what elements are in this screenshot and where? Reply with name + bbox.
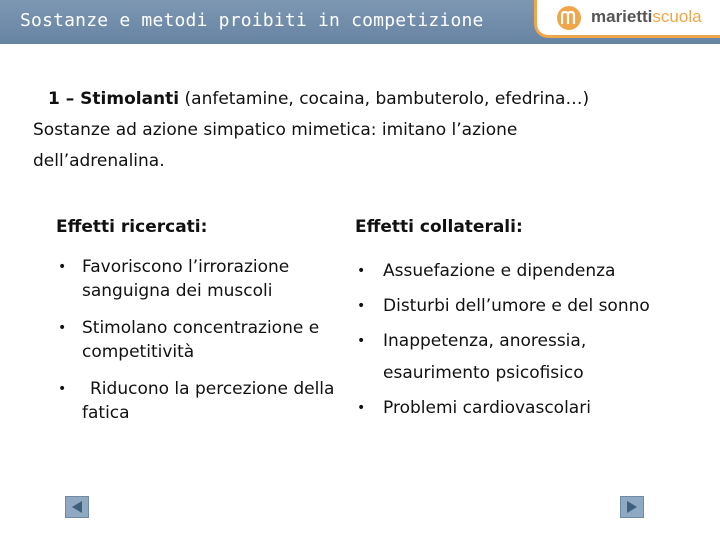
- triangle-left-icon: [70, 500, 84, 514]
- intro-heading-line: [33, 84, 703, 115]
- next-slide-button[interactable]: [620, 496, 644, 518]
- page-title: Sostanze e metodi proibiti in competizione: [20, 10, 484, 31]
- logo-text: [591, 7, 702, 27]
- desired-effects-column: [56, 217, 346, 438]
- list-item-text: Stimolano concentrazione e competitività: [82, 318, 320, 362]
- triangle-right-icon: [625, 500, 639, 514]
- intro-line-2: Sostanze ad azione simpatico mimetica: imitano l’azione: [33, 120, 518, 140]
- logo-text-right: scuola: [652, 7, 702, 26]
- list-item-text: Disturbi dell’umore e del sonno: [383, 296, 650, 316]
- list-item: [56, 316, 346, 364]
- list-item: [355, 325, 695, 389]
- list-item: [355, 255, 695, 287]
- side-effects-column: [355, 217, 695, 427]
- side-effects-title: Effetti collaterali:: [355, 217, 523, 237]
- list-item-text: Inappetenza, anoressia, esaurimento psicofisico: [383, 331, 587, 383]
- intro-line-3: dell’adrenalina.: [33, 151, 165, 171]
- list-item: [355, 392, 695, 424]
- list-item-text: Riducono la percezione della fatica: [82, 379, 335, 423]
- list-item-text: Favoriscono l’irrorazione sanguigna dei muscoli: [82, 257, 290, 301]
- desired-effects-title: Effetti ricercati:: [56, 217, 208, 237]
- previous-slide-button[interactable]: [65, 496, 89, 518]
- list-item-text: Problemi cardiovascolari: [383, 398, 591, 418]
- list-item: [56, 255, 346, 303]
- section-heading-detail: (anfetamine, cocaina, bambuterolo, efedrina…): [179, 89, 590, 109]
- desired-effects-list: [56, 255, 346, 425]
- intro-text: [33, 84, 703, 177]
- logo-mark-icon: [557, 6, 581, 30]
- list-item: [56, 377, 346, 425]
- section-heading: 1 – Stimolanti: [48, 89, 180, 109]
- list-item: [355, 290, 695, 322]
- side-effects-list: [355, 255, 695, 424]
- logo-text-left: marietti: [591, 7, 653, 26]
- brand-logo: [534, 0, 720, 38]
- list-item-text: Assuefazione e dipendenza: [383, 261, 616, 281]
